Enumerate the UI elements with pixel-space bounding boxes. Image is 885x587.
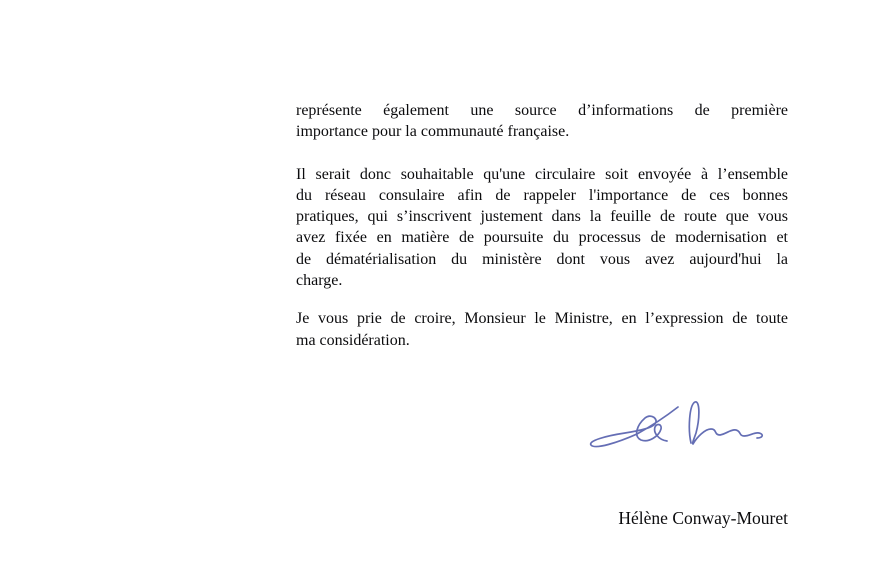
letter-line: du réseau consulaire afin de rappeler l'importance de ces bonnes <box>296 186 788 204</box>
handwritten-signature <box>585 388 780 473</box>
letter-body <box>296 100 788 351</box>
letter-paragraph <box>296 308 788 351</box>
letter-line: représente également une source d’informations de première <box>296 102 788 119</box>
letter-line: ma considération. <box>296 331 410 349</box>
letter-line: avez fixée en matière de poursuite du processus de modernisation et <box>296 229 788 247</box>
letter-line: de dématérialisation du ministère dont vous avez aujourd'hui la <box>296 250 788 268</box>
letter-paragraph <box>296 100 788 143</box>
letter-line: charge. <box>296 272 343 290</box>
letter-line: Je vous prie de croire, Monsieur le Ministre, en l’expression de toute <box>296 310 788 328</box>
signature-stroke-left <box>591 407 678 447</box>
signature-ink-icon <box>585 388 780 473</box>
signatory-name: Hélène Conway-Mouret <box>618 508 788 528</box>
letter-line: importance pour la communauté française. <box>296 123 570 141</box>
letter-paragraph <box>296 164 788 292</box>
signature-stroke-right <box>689 402 762 444</box>
letter-line: pratiques, qui s’inscrivent justement dans la feuille de route que vous <box>296 208 788 226</box>
letter-line: Il serait donc souhaitable qu'une circulaire soit envoyée à l’ensemble <box>296 165 788 183</box>
